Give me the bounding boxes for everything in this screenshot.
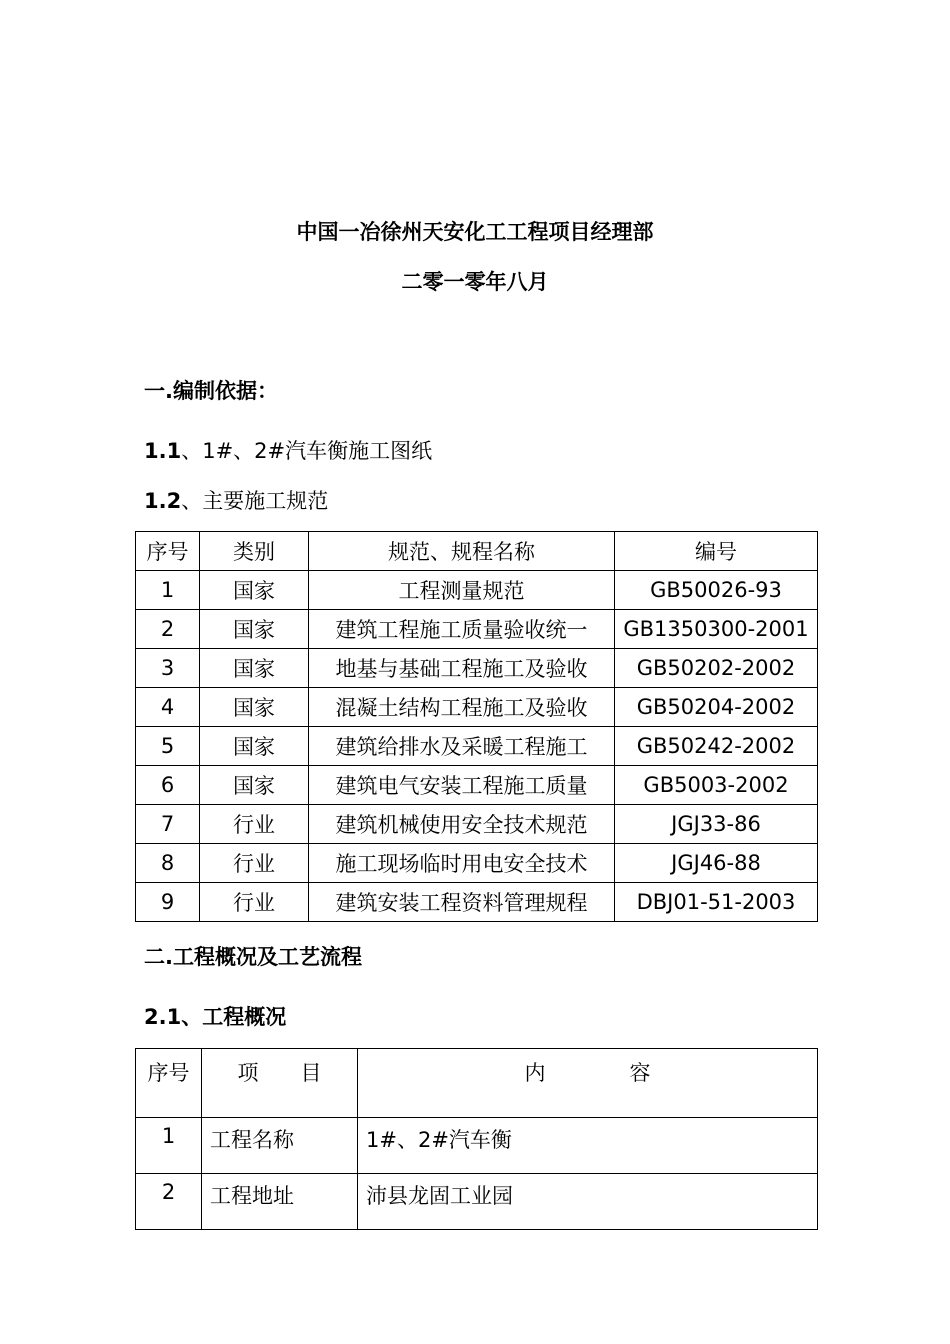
table-cell: 国家	[200, 727, 309, 766]
header-cell: 规范、规程名称	[309, 532, 615, 571]
table-cell: GB50242-2002	[615, 727, 818, 766]
table-row	[136, 610, 818, 649]
table-cell: 沛县龙固工业园	[358, 1174, 818, 1230]
table-row	[136, 844, 818, 883]
section-2-heading: 二.工程概况及工艺流程	[144, 945, 362, 969]
table-cell: GB50026-93	[615, 571, 818, 610]
table-cell: GB50204-2002	[615, 688, 818, 727]
subsection-2-1	[144, 1002, 286, 1032]
table-cell: 行业	[200, 805, 309, 844]
table-cell: GB1350300-2001	[615, 610, 818, 649]
subsection-text: 、1#、2#汽车衡施工图纸	[181, 439, 433, 463]
table-cell: 混凝土结构工程施工及验收	[309, 688, 615, 727]
subsection-number: 1.1	[144, 439, 182, 463]
table-row	[136, 1174, 818, 1230]
table-row	[136, 883, 818, 922]
header-cell: 序号	[136, 532, 200, 571]
table-cell: JGJ46-88	[615, 844, 818, 883]
project-overview-table	[135, 1048, 818, 1230]
header-cell: 序号	[136, 1049, 202, 1118]
table-row	[136, 649, 818, 688]
table-cell: 国家	[200, 649, 309, 688]
table-cell: 建筑机械使用安全技术规范	[309, 805, 615, 844]
subsection-text: 、主要施工规范	[181, 489, 329, 513]
table-cell: GB50202-2002	[615, 649, 818, 688]
table-cell: 地基与基础工程施工及验收	[309, 649, 615, 688]
table-cell: 2	[136, 1174, 202, 1230]
table-cell: 国家	[200, 688, 309, 727]
table-cell: 国家	[200, 571, 309, 610]
table-cell: 国家	[200, 766, 309, 805]
subsection-text: 、工程概况	[181, 1005, 287, 1029]
header-cell: 内 容	[358, 1049, 818, 1118]
table-row	[136, 766, 818, 805]
header-cell: 项 目	[202, 1049, 358, 1118]
table-cell: 建筑工程施工质量验收统一	[309, 610, 615, 649]
table-cell: 7	[136, 805, 200, 844]
table-cell: 1	[136, 571, 200, 610]
table-row	[136, 727, 818, 766]
table-cell: 建筑电气安装工程施工质量	[309, 766, 615, 805]
subsection-1-1	[144, 436, 432, 466]
organization-title: 中国一冶徐州天安化工工程项目经理部	[296, 220, 654, 244]
table-cell: 施工现场临时用电安全技术	[309, 844, 615, 883]
table-cell: 4	[136, 688, 200, 727]
table-cell: DBJ01-51-2003	[615, 883, 818, 922]
table-cell: 9	[136, 883, 200, 922]
table-row	[136, 1118, 818, 1174]
table-cell: 工程名称	[202, 1118, 358, 1174]
header-cell: 编号	[615, 532, 818, 571]
table-header-row	[136, 1049, 818, 1118]
table-row	[136, 805, 818, 844]
table-cell: 1#、2#汽车衡	[358, 1118, 818, 1174]
table-cell: 2	[136, 610, 200, 649]
subsection-1-2	[144, 486, 328, 516]
subsection-number: 1.2	[144, 489, 182, 513]
table-row	[136, 688, 818, 727]
table-cell: 1	[136, 1118, 202, 1174]
table-cell: 3	[136, 649, 200, 688]
subsection-number: 2.1	[144, 1005, 182, 1029]
table-cell: GB5003-2002	[615, 766, 818, 805]
table-cell: 行业	[200, 883, 309, 922]
table-header-row	[136, 532, 818, 571]
standards-table	[135, 531, 818, 922]
table-cell: 行业	[200, 844, 309, 883]
header-cell: 类别	[200, 532, 309, 571]
table-cell: 工程地址	[202, 1174, 358, 1230]
table-row	[136, 571, 818, 610]
table-cell: 5	[136, 727, 200, 766]
table-cell: 建筑安装工程资料管理规程	[309, 883, 615, 922]
section-1-heading: 一.编制依据：	[144, 379, 278, 403]
table-cell: 建筑给排水及采暖工程施工	[309, 727, 615, 766]
table-cell: 工程测量规范	[309, 571, 615, 610]
table-cell: 8	[136, 844, 200, 883]
table-cell: JGJ33-86	[615, 805, 818, 844]
table-cell: 国家	[200, 610, 309, 649]
table-cell: 6	[136, 766, 200, 805]
document-date: 二零一零年八月	[401, 270, 549, 294]
